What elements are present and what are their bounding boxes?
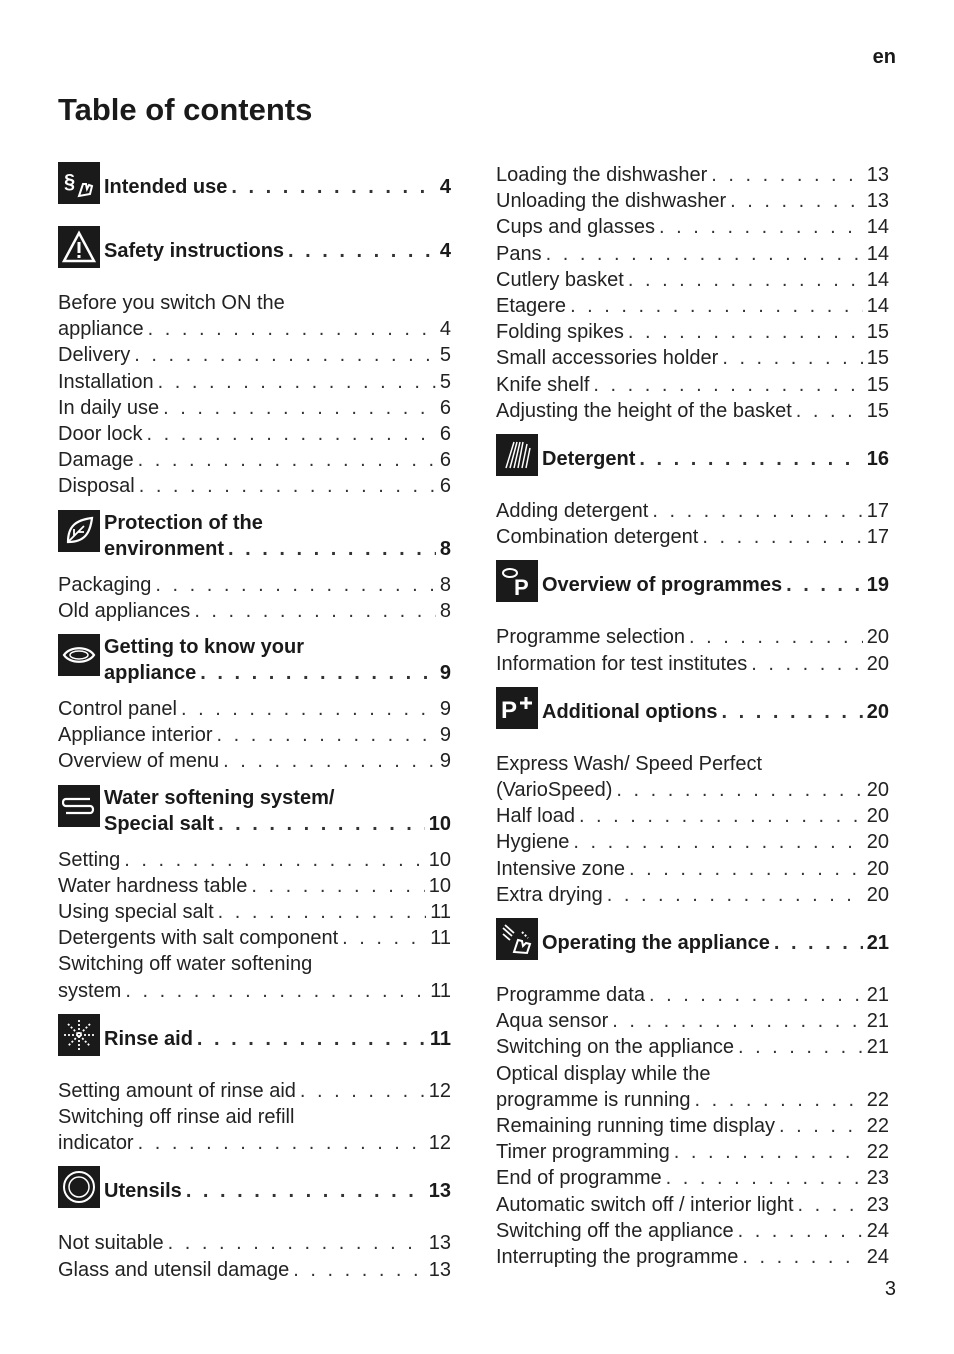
dot-leader: [579, 803, 863, 829]
section-page: 13: [428, 1180, 451, 1203]
programme-overview-icon: [496, 560, 538, 602]
entry-list: [58, 1230, 451, 1282]
toc-entry-line: Optical display while the: [496, 1062, 711, 1085]
section-heading[interactable]: [496, 434, 889, 488]
toc-entry[interactable]: [496, 1113, 889, 1139]
entry-title: Overview of menu: [58, 750, 220, 773]
entry-page: 17: [866, 526, 889, 549]
section-page: 8: [439, 537, 451, 560]
dot-leader: [649, 982, 863, 1008]
entry-page: 20: [866, 857, 889, 880]
section-title: appliance: [104, 662, 197, 685]
dot-leader: [168, 1230, 425, 1256]
entry-page: 20: [866, 805, 889, 828]
toc-entry[interactable]: [58, 342, 451, 368]
entry-page: 13: [866, 190, 889, 213]
dot-leader: [231, 174, 436, 200]
entry-title: Remaining running time display: [496, 1115, 776, 1138]
section-heading[interactable]: [496, 560, 889, 614]
section-page: 19: [866, 574, 889, 597]
entry-list: [496, 982, 889, 1270]
toc-entry[interactable]: [496, 1218, 889, 1244]
entry-page: 22: [866, 1088, 889, 1111]
toc-left-column: [58, 162, 451, 1293]
toc-entry[interactable]: [58, 1257, 451, 1283]
entry-title: Folding spikes: [496, 321, 624, 344]
entry-page: 23: [866, 1193, 889, 1216]
additional-options-icon: [496, 687, 538, 729]
dot-leader: [786, 572, 863, 598]
toc-entry[interactable]: [58, 395, 451, 421]
entry-page: 11: [430, 927, 451, 950]
dot-leader: [722, 699, 863, 725]
section-title: Additional options: [542, 700, 718, 723]
section-page: 21: [866, 932, 889, 955]
entry-page: 9: [439, 698, 451, 721]
entry-page: 14: [866, 295, 889, 318]
dot-leader: [125, 978, 426, 1004]
section-page: 9: [439, 662, 451, 685]
eye-icon: [58, 634, 100, 676]
toc-entry[interactable]: [58, 722, 451, 748]
toc-entry[interactable]: [496, 651, 889, 677]
toc-entry[interactable]: [496, 1165, 889, 1191]
entry-page: 15: [866, 399, 889, 422]
toc-entry[interactable]: [496, 345, 889, 371]
entry-page: 12: [428, 1132, 451, 1155]
dot-leader: [593, 372, 862, 398]
toc-entry[interactable]: [496, 982, 889, 1008]
toc-entry[interactable]: [496, 267, 889, 293]
page-title: Table of contents: [58, 92, 313, 127]
toc-entry[interactable]: [496, 624, 889, 650]
entry-title: Half load: [496, 805, 575, 828]
dot-leader: [155, 572, 435, 598]
entry-title: Programme data: [496, 984, 645, 1007]
dot-leader: [124, 847, 424, 873]
entry-title: indicator: [58, 1132, 134, 1155]
entry-title: Aqua sensor: [496, 1010, 609, 1033]
entry-list: [496, 498, 889, 550]
entry-title: In daily use: [58, 396, 160, 419]
dot-leader: [163, 395, 436, 421]
entry-page: 12: [428, 1079, 451, 1102]
toc-entry[interactable]: [496, 398, 889, 424]
entry-page: 15: [866, 347, 889, 370]
dot-leader: [186, 1178, 425, 1204]
entry-title: Old appliances: [58, 599, 191, 622]
dot-leader: [639, 446, 862, 472]
entry-page: 14: [866, 242, 889, 265]
toc-entry[interactable]: [58, 873, 451, 899]
entry-title: appliance: [58, 318, 144, 341]
toc-entry[interactable]: [58, 572, 451, 598]
entry-list: [58, 572, 451, 624]
toc-entry[interactable]: [58, 899, 451, 925]
entry-title: Damage: [58, 449, 134, 472]
dot-leader: [796, 398, 863, 424]
entry-page: 20: [866, 652, 889, 675]
entry-page: 8: [439, 573, 451, 596]
entry-title: Knife shelf: [496, 373, 590, 396]
section-title: Safety instructions: [104, 240, 285, 262]
toc-entry[interactable]: [496, 293, 889, 319]
entry-title: Setting: [58, 848, 121, 871]
entry-page: 15: [866, 321, 889, 344]
toc-entry[interactable]: [58, 748, 451, 774]
dot-leader: [751, 651, 863, 677]
section-title: Special salt: [104, 812, 215, 835]
section-title-line: Protection of the: [104, 511, 263, 534]
dot-leader: [138, 1130, 425, 1156]
dot-leader: [217, 722, 436, 748]
section-heading[interactable]: [58, 785, 451, 837]
entry-title: Switching on the appliance: [496, 1036, 734, 1059]
entry-title: Interrupting the programme: [496, 1246, 739, 1269]
toc-entry[interactable]: [496, 1244, 889, 1270]
dot-leader: [652, 498, 862, 524]
dot-leader: [779, 1113, 863, 1139]
entry-title: Etagere: [496, 295, 567, 318]
entry-title: Water hardness table: [58, 874, 248, 897]
section-heading[interactable]: [496, 918, 889, 972]
entry-title: Cups and glasses: [496, 216, 655, 239]
toc-section: [496, 560, 889, 676]
section-heading[interactable]: [496, 687, 889, 741]
toc-entry[interactable]: [58, 1130, 451, 1156]
toc-entry[interactable]: [496, 1008, 889, 1034]
dot-leader: [711, 162, 862, 188]
section-page: 16: [866, 448, 889, 471]
section-title: Detergent: [542, 448, 636, 471]
entry-page: 17: [866, 500, 889, 523]
entry-page: 24: [866, 1246, 889, 1269]
section-title: Operating the appliance: [542, 932, 770, 955]
toc-entry[interactable]: [58, 978, 451, 1004]
page-number: 3: [884, 1278, 896, 1300]
entry-title: Intensive zone: [496, 857, 625, 880]
entry-page: 8: [439, 599, 451, 622]
entry-page: 21: [866, 1010, 889, 1033]
toc-entry[interactable]: [58, 421, 451, 447]
section-title: Intended use: [104, 176, 228, 198]
water-softening-icon: [58, 785, 100, 827]
entry-title: Using special salt: [58, 901, 214, 924]
dot-leader: [659, 214, 863, 240]
dot-leader: [629, 856, 863, 882]
dot-leader: [666, 1165, 863, 1191]
entry-page: 23: [866, 1167, 889, 1190]
dot-leader: [730, 188, 863, 214]
entry-title: Control panel: [58, 698, 177, 721]
toc-section: [58, 162, 451, 216]
entry-title: Programme selection: [496, 626, 685, 649]
entry-page: 14: [866, 216, 889, 239]
section-page: 20: [866, 700, 889, 723]
dot-leader: [134, 342, 436, 368]
toc-section: [496, 434, 889, 550]
entry-page: 6: [439, 423, 451, 446]
entry-title: Information for test institutes: [496, 652, 748, 675]
toc-entry[interactable]: [496, 856, 889, 882]
dot-leader: [570, 293, 863, 319]
entry-title: system: [58, 979, 122, 1002]
dot-leader: [251, 873, 424, 899]
entry-title: Small accessories holder: [496, 347, 719, 370]
toc-entry[interactable]: [58, 696, 451, 722]
entry-page: 21: [866, 984, 889, 1007]
entry-page: 11: [430, 901, 451, 924]
section-title-line: Getting to know your: [104, 636, 304, 659]
dot-leader: [702, 524, 862, 550]
dot-leader: [158, 369, 436, 395]
toc-entry[interactable]: [496, 882, 889, 908]
entry-list: [496, 751, 889, 908]
entry-page: 20: [866, 831, 889, 854]
dot-leader: [722, 345, 862, 371]
entry-title: End of programme: [496, 1167, 662, 1190]
toc-entry[interactable]: [496, 498, 889, 524]
dot-leader: [228, 536, 436, 562]
svg-text:P: P: [514, 575, 529, 599]
entry-title: (VarioSpeed): [496, 779, 613, 802]
section-page: 4: [439, 240, 451, 262]
dot-leader: [738, 1034, 863, 1060]
section-heading[interactable]: [58, 1166, 451, 1220]
entry-title: Appliance interior: [58, 724, 213, 747]
entry-list: [58, 1078, 451, 1157]
entry-page: 6: [439, 396, 451, 419]
rinse-aid-sparkle-icon: [58, 1014, 100, 1056]
plate-icon: [58, 1166, 100, 1208]
entry-title: Switching off the appliance: [496, 1219, 734, 1242]
dot-leader: [146, 421, 435, 447]
dot-leader: [218, 811, 425, 837]
entry-page: 4: [439, 318, 451, 341]
dot-leader: [738, 1218, 863, 1244]
toc-entry[interactable]: [58, 925, 451, 951]
svg-text:P: P: [501, 696, 518, 724]
toc-entry[interactable]: [496, 777, 889, 803]
section-page: 4: [439, 176, 451, 198]
toc-right-column: [496, 162, 889, 1280]
entry-list: [496, 162, 889, 424]
toc-entry-line: Switching off water softening: [58, 953, 313, 976]
toc-entry[interactable]: [496, 319, 889, 345]
section-heading[interactable]: [58, 1014, 451, 1068]
entry-page: 11: [430, 979, 451, 1002]
entry-title: Extra drying: [496, 883, 603, 906]
entry-title: Hygiene: [496, 831, 570, 854]
entry-title: Unloading the dishwasher: [496, 190, 727, 213]
dot-leader: [288, 238, 436, 264]
entry-title: Adding detergent: [496, 500, 649, 523]
entry-title: Adjusting the height of the basket: [496, 399, 792, 422]
toc-section: [58, 1014, 451, 1157]
dot-leader: [293, 1257, 425, 1283]
section-page: 10: [428, 812, 451, 835]
dot-leader: [573, 829, 862, 855]
section-heading[interactable]: [58, 510, 451, 562]
toc-entry[interactable]: [496, 372, 889, 398]
entry-page: 9: [439, 724, 451, 747]
toc-entry[interactable]: [496, 1192, 889, 1218]
toc-entry[interactable]: [58, 598, 451, 624]
section-title: Utensils: [104, 1180, 182, 1203]
toc-section: [58, 226, 451, 500]
warning-triangle-icon: [58, 226, 100, 268]
entry-title: Disposal: [58, 475, 135, 498]
entry-page: 9: [439, 750, 451, 773]
toc-section: [496, 918, 889, 1270]
dot-leader: [546, 241, 863, 267]
toc-entry[interactable]: [496, 524, 889, 550]
language-code: en: [872, 46, 896, 68]
toc-entry[interactable]: [496, 214, 889, 240]
entry-title: Glass and utensil damage: [58, 1258, 290, 1281]
toc-section: [58, 634, 451, 775]
entry-title: Pans: [496, 242, 542, 265]
dot-leader: [674, 1139, 863, 1165]
dot-leader: [181, 696, 436, 722]
entry-title: Delivery: [58, 344, 131, 367]
toc-entry-line: Express Wash/ Speed Perfect: [496, 752, 763, 775]
section-page: 11: [429, 1027, 451, 1050]
entry-page: 20: [866, 883, 889, 906]
entry-page: 13: [866, 164, 889, 186]
entry-page: 21: [866, 1036, 889, 1059]
entry-page: 6: [439, 475, 451, 498]
entry-page: 10: [428, 874, 451, 897]
toc-entry[interactable]: [58, 473, 451, 499]
dot-leader: [612, 1008, 862, 1034]
toc-entry[interactable]: [58, 447, 451, 473]
paragraph-hand-icon: [58, 162, 100, 204]
entry-page: 6: [439, 449, 451, 472]
dot-leader: [218, 899, 427, 925]
entry-page: 14: [866, 268, 889, 291]
entry-page: 10: [428, 848, 451, 871]
dot-leader: [300, 1078, 425, 1104]
entry-page: 22: [866, 1115, 889, 1138]
section-heading[interactable]: [58, 162, 451, 216]
toc-entry[interactable]: [496, 1087, 889, 1113]
toc-entry[interactable]: [58, 369, 451, 395]
dot-leader: [695, 1087, 863, 1113]
entry-title: Cutlery basket: [496, 268, 624, 291]
dot-leader: [194, 598, 436, 624]
entry-page: 5: [439, 344, 451, 367]
toc-entry[interactable]: [58, 1078, 451, 1104]
entry-page: 22: [866, 1141, 889, 1164]
section-title: environment: [104, 537, 225, 560]
entry-title: Timer programming: [496, 1141, 670, 1164]
dot-leader: [139, 473, 436, 499]
entry-page: 24: [866, 1219, 889, 1242]
dot-leader: [607, 882, 863, 908]
dot-leader: [148, 316, 436, 342]
toc-section: [58, 510, 451, 624]
dot-leader: [223, 748, 436, 774]
entry-title: Packaging: [58, 573, 152, 596]
svg-text:§: §: [64, 171, 76, 193]
toc-entry[interactable]: [58, 847, 451, 873]
dot-leader: [342, 925, 426, 951]
entry-title: programme is running: [496, 1088, 691, 1111]
entry-title: Automatic switch off / interior light: [496, 1193, 794, 1216]
toc-entry[interactable]: [496, 829, 889, 855]
toc-section: [58, 785, 451, 1004]
entry-list: [58, 696, 451, 775]
entry-list: [496, 624, 889, 676]
entry-list: [58, 290, 451, 500]
entry-title: Not suitable: [58, 1232, 164, 1255]
toc-entry[interactable]: [496, 162, 889, 188]
dot-leader: [197, 1026, 426, 1052]
entry-page: 13: [428, 1258, 451, 1281]
toc-entry[interactable]: [58, 1230, 451, 1256]
section-heading[interactable]: [58, 634, 451, 686]
dot-leader: [616, 777, 862, 803]
dot-leader: [628, 267, 863, 293]
dot-leader: [200, 660, 436, 686]
toc-entry-line: Switching off rinse aid refill: [58, 1106, 295, 1129]
dot-leader: [138, 447, 436, 473]
toc-entry[interactable]: [496, 241, 889, 267]
entry-title: Door lock: [58, 423, 143, 446]
toc-section: [58, 1166, 451, 1282]
toc-entry-line: Before you switch ON the: [58, 292, 285, 314]
dot-leader: [742, 1244, 862, 1270]
entry-title: Loading the dishwasher: [496, 164, 708, 186]
detergent-icon: [496, 434, 538, 476]
dot-leader: [628, 319, 863, 345]
entry-page: 20: [866, 779, 889, 802]
toc-entry[interactable]: [496, 1139, 889, 1165]
dot-leader: [689, 624, 863, 650]
toc-entry[interactable]: [58, 316, 451, 342]
toc-entry[interactable]: [496, 1034, 889, 1060]
section-title-line: Water softening system/: [104, 786, 335, 809]
entry-page: 5: [439, 370, 451, 393]
toc-section: [496, 162, 889, 424]
section-title: Overview of programmes: [542, 574, 783, 597]
operating-hand-icon: [496, 918, 538, 960]
entry-page: 13: [428, 1232, 451, 1255]
leaf-icon: [58, 510, 100, 552]
entry-title: Setting amount of rinse aid: [58, 1079, 296, 1102]
section-title: Rinse aid: [104, 1027, 193, 1050]
toc-section: [496, 687, 889, 908]
toc-entry[interactable]: [496, 188, 889, 214]
entry-title: Combination detergent: [496, 526, 699, 549]
entry-page: 20: [866, 626, 889, 649]
entry-page: 15: [866, 373, 889, 396]
section-heading[interactable]: [58, 226, 451, 280]
entry-list: [58, 847, 451, 1004]
dot-leader: [798, 1192, 863, 1218]
dot-leader: [774, 930, 863, 956]
toc-entry[interactable]: [496, 803, 889, 829]
entry-title: Detergents with salt component: [58, 927, 339, 950]
entry-title: Installation: [58, 370, 154, 393]
